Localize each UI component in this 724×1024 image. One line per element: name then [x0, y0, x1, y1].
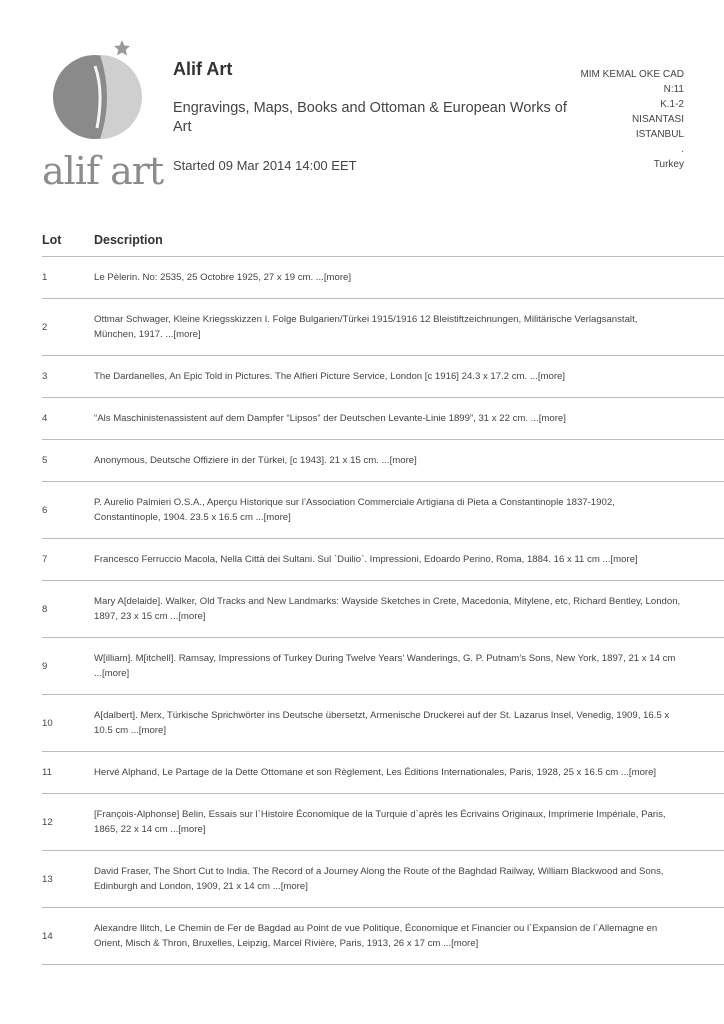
more-link[interactable]: ...[more] [599, 554, 638, 565]
lot-number: 1 [42, 272, 48, 283]
table-row [42, 581, 724, 638]
lot-description: Alexandre Ilitch, Le Chemin de Fer de Bagdad au Point de vue Politique, Économique et Financier ou l`Expansion de l`Allemagne en Orient, Misch & Thron, Bruxelles, Leipzig, Marcel Rivière, Paris, 1913, 26 x 17 cm ...[more] [94, 923, 658, 949]
lot-description: [François-Alphonse] Belin, Essais sur l`Histoire Économique de la Turquie d`après les Écrivains Originaux, Imprimerie Impériale, Paris, 1865, 22 x 14 cm ...[more] [94, 809, 666, 835]
lot-description: Francesco Ferruccio Macola, Nella Città dei Sultani. Sul `Duilio`. Impressioni, Edoardo Perino, Roma, 1884. 16 x 11 cm ...[more] [94, 554, 638, 565]
table-row [42, 356, 724, 398]
address-block [524, 67, 684, 172]
table-header [42, 224, 724, 257]
more-link[interactable]: ...[more] [252, 512, 291, 523]
more-link[interactable]: ...[more] [167, 611, 206, 622]
more-link[interactable]: ...[more] [313, 272, 352, 283]
table-row [42, 539, 724, 581]
description-column-header: Description [94, 233, 163, 247]
lot-number: 10 [42, 717, 53, 729]
more-link[interactable]: ...[more] [618, 767, 657, 778]
address-line: ISTANBUL [635, 129, 684, 140]
table-row [42, 695, 724, 752]
more-link[interactable]: ...[more] [128, 725, 166, 736]
more-link[interactable]: ...[more] [167, 824, 206, 835]
more-link[interactable]: ...[more] [94, 668, 130, 679]
lot-number: 2 [42, 321, 48, 333]
lots-table [42, 224, 724, 965]
logo-wordmark: alif art [42, 149, 164, 193]
lot-number: 12 [42, 816, 53, 828]
more-link[interactable]: ...[more] [527, 371, 566, 382]
lot-description: Anonymous, Deutsche Offiziere in der Türkei, [c 1943]. 21 x 15 cm. ...[more] [94, 455, 417, 466]
more-link[interactable]: ...[more] [378, 455, 417, 466]
lot-number: 8 [42, 603, 48, 615]
lot-description: P. Aurelio Palmieri O.S.A., Aperçu Historique sur l’Association Commerciale Artigiana di Pieta a Constantinople 1837-1902, Constantinople, 1904. 23.5 x 16.5 cm ...[more] [94, 497, 615, 523]
lot-number: 4 [42, 413, 48, 424]
lot-number: 14 [42, 930, 53, 942]
lot-number: 13 [42, 873, 53, 885]
address-line: Turkey [653, 159, 684, 170]
lot-number: 11 [42, 767, 52, 778]
logo-emblem-icon [40, 36, 152, 146]
lot-description: Ottmar Schwager, Kleine Kriegsskizzen I. Folge Bulgarien/Türkei 1915/1916 12 Bleistiftzeichnungen, Militärische Verlagsanstalt, München, 1917. ...[more] [94, 314, 638, 340]
lot-column-header: Lot [42, 233, 62, 247]
address-line: MIM KEMAL OKE CAD [580, 69, 684, 80]
auction-header [173, 58, 573, 174]
lot-number: 3 [42, 371, 48, 382]
more-link[interactable]: ...[more] [270, 881, 308, 892]
table-row [42, 482, 724, 539]
auction-subtitle: Engravings, Maps, Books and Ottoman & European Works of Art [173, 100, 567, 135]
lot-description: Hervé Alphand, Le Partage de la Dette Ottomane et son Règlement, Les Éditions Internationales, Paris, 1928, 25 x 16.5 cm ...[more] [94, 767, 657, 778]
more-link[interactable]: ...[more] [440, 938, 479, 949]
more-link[interactable]: ...[more] [162, 329, 201, 340]
table-row [42, 638, 724, 695]
lot-description: W[illiam]. M[itchell]. Ramsay, Impressions of Turkey During Twelve Years’ Wanderings, G. P. Putnam’s Sons, New York, 1897, 21 x 14 cm ...[more] [94, 653, 676, 679]
lot-number: 7 [42, 554, 48, 565]
address-line: K.1-2 [660, 99, 684, 110]
address-line: N:11 [663, 84, 684, 95]
lot-description: Le Pèlerin. No: 2535, 25 Octobre 1925, 27 x 19 cm. ...[more] [94, 272, 352, 283]
table-row [42, 398, 724, 440]
lot-description: Mary A[delaide]. Walker, Old Tracks and New Landmarks: Wayside Sketches in Crete, Macedonia, Mitylene, etc, Richard Bentley, London, 1897, 23 x 15 cm ...[more] [94, 596, 681, 622]
address-line: NISANTASI [631, 114, 684, 125]
lot-description: David Fraser, The Short Cut to India. The Record of a Journey Along the Route of the Baghdad Railway, William Blackwood and Sons, Edinburgh and London, 1909, 21 x 14 cm ...[more] [94, 866, 664, 892]
table-row [42, 257, 724, 299]
table-row [42, 851, 724, 908]
auction-start-time: Started 09 Mar 2014 14:00 EET [173, 158, 357, 173]
more-link[interactable]: ...[more] [528, 413, 566, 424]
lot-description: A[dalbert]. Merx, Türkische Sprichwörter ins Deutsche übersetzt, Armenische Druckerei auf der St. Lazarus Insel, Venedig, 1909, 16.5 x 10.5 cm ...[more] [94, 710, 670, 736]
auction-house-title: Alif Art [173, 59, 233, 79]
lot-number: 6 [42, 504, 48, 516]
table-row [42, 440, 724, 482]
alif-art-logo [40, 36, 164, 194]
lot-number: 5 [42, 455, 48, 466]
lot-description: “Als Maschinistenassistent auf dem Dampfer “Lipsos” der Deutschen Levante-Linie 1899”, 31 x 22 cm. ...[more] [94, 413, 566, 424]
table-row [42, 908, 724, 965]
lot-description: The Dardanelles, An Epic Told in Pictures. The Alfieri Picture Service, London [c 1916] 24.3 x 17.2 cm. ...[more] [94, 371, 566, 382]
table-row [42, 752, 724, 794]
table-row [42, 794, 724, 851]
address-line: . [681, 144, 684, 155]
lot-number: 9 [42, 660, 48, 672]
table-row [42, 299, 724, 356]
